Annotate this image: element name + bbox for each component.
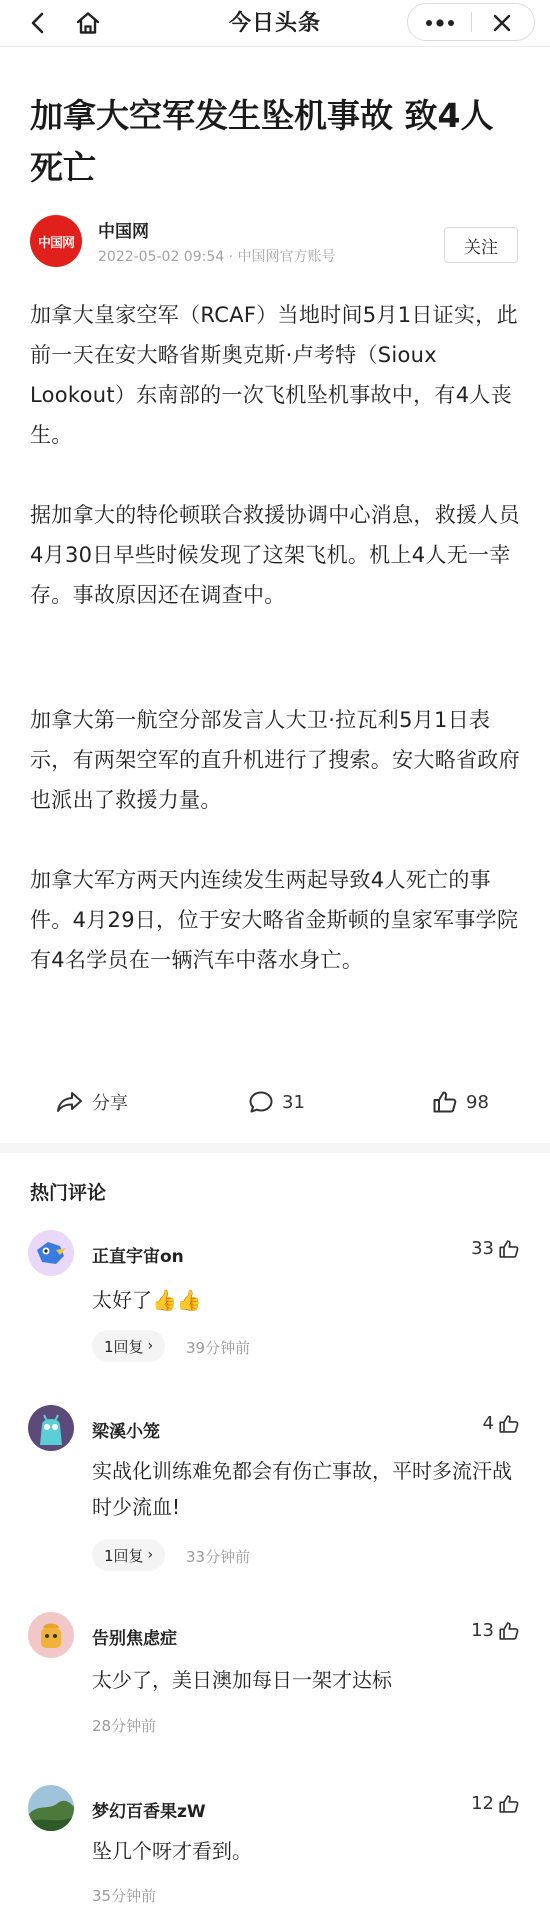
comment-like-button[interactable] <box>483 1413 520 1434</box>
nav-title: 今日头条 <box>228 11 321 36</box>
article-paragraph: 据加拿大的特伦顿联合救援协调中心消息，救援人员4月30日早些时候发现了这架飞机。机上4人无一幸存。事故原因还在调查中。 <box>30 503 520 607</box>
reply-count-button[interactable] <box>92 1539 165 1571</box>
comment-time: 33分钟前 <box>186 1548 251 1566</box>
comment-time: 39分钟前 <box>186 1339 251 1357</box>
thumbs-up-icon <box>498 1239 520 1259</box>
follow-button[interactable]: 关注 <box>444 227 518 263</box>
article-action-bar <box>0 1080 550 1124</box>
comment-text: 太少了，美日澳加每日一架才达标 <box>92 1668 392 1692</box>
article-title: 加拿大空军发生坠机事故 致4人死亡 <box>30 96 494 187</box>
comment-time: 35分钟前 <box>92 1887 157 1905</box>
more-icon[interactable] <box>420 10 460 36</box>
author-logo[interactable]: 中国网 <box>30 215 82 267</box>
comment-username[interactable]: 梁溪小笼 <box>92 1422 160 1442</box>
comment-text: 太好了👍👍 <box>92 1288 202 1312</box>
hot-comments-title: 热门评论 <box>30 1182 107 1204</box>
thumbs-up-icon <box>432 1090 458 1114</box>
comment-text: 坠几个呀才看到。 <box>92 1839 252 1863</box>
author-row <box>30 215 520 271</box>
avatar[interactable] <box>28 1230 74 1276</box>
reply-count-label: 1回复 <box>104 1546 144 1565</box>
section-divider <box>0 1143 550 1153</box>
article-paragraph: 加拿大第一航空分部发言人大卫·拉瓦利5月1日表示，有两架空军的直升机进行了搜索。安大略省政府也派出了救援力量。 <box>30 708 520 812</box>
comment-like-count: 13 <box>471 1620 494 1641</box>
close-icon[interactable] <box>484 8 520 38</box>
share-icon <box>56 1090 84 1114</box>
comment-username[interactable]: 告别焦虑症 <box>92 1629 177 1649</box>
comment-like-count: 33 <box>471 1238 494 1259</box>
article-paragraph: 加拿大皇家空军（RCAF）当地时间5月1日证实，此前一天在安大略省斯奥克斯·卢考特（Sioux Lookout）东南部的一次飞机坠机事故中，有4人丧生。 <box>30 303 518 447</box>
capsule-divider <box>471 12 472 32</box>
comment-like-button[interactable] <box>471 1238 520 1259</box>
comment-button[interactable] <box>248 1080 305 1124</box>
comment-like-count: 4 <box>482 1413 494 1434</box>
chevron-right-icon: › <box>147 1338 154 1354</box>
comment-like-count: 12 <box>471 1793 494 1814</box>
comment-like-button[interactable] <box>471 1620 520 1641</box>
share-label: 分享 <box>92 1093 128 1114</box>
comment-like-button[interactable] <box>471 1793 520 1814</box>
share-button[interactable] <box>56 1080 128 1124</box>
reply-count-button[interactable] <box>92 1330 165 1362</box>
miniapp-capsule <box>407 3 535 41</box>
comment-username[interactable]: 正直宇宙on <box>92 1247 184 1267</box>
thumbs-up-icon <box>498 1414 520 1434</box>
comment-text: 实战化训练难免都会有伤亡事故，平时多流汗战时少流血! <box>92 1459 512 1519</box>
article-paragraph: 加拿大军方两天内连续发生两起导致4人死亡的事件。4月29日，位于安大略省金斯顿的皇家军事学院有4名学员在一辆汽车中落水身亡。 <box>30 868 519 972</box>
top-nav-bar <box>0 0 550 47</box>
avatar[interactable] <box>28 1405 74 1451</box>
like-button[interactable] <box>432 1080 489 1124</box>
comment-count: 31 <box>282 1091 305 1113</box>
thumbs-up-icon <box>498 1794 520 1814</box>
reply-count-label: 1回复 <box>104 1337 144 1356</box>
comment-icon <box>248 1090 274 1114</box>
comment-time: 28分钟前 <box>92 1717 157 1735</box>
like-count: 98 <box>466 1091 489 1113</box>
comment-username[interactable]: 梦幻百香果zW <box>92 1802 206 1822</box>
publish-meta: 2022-05-02 09:54 · 中国网官方账号 <box>98 249 336 265</box>
chevron-right-icon: › <box>147 1547 154 1563</box>
avatar[interactable] <box>28 1785 74 1831</box>
author-name[interactable]: 中国网 <box>98 222 149 242</box>
thumbs-up-icon <box>498 1621 520 1641</box>
avatar[interactable] <box>28 1612 74 1658</box>
